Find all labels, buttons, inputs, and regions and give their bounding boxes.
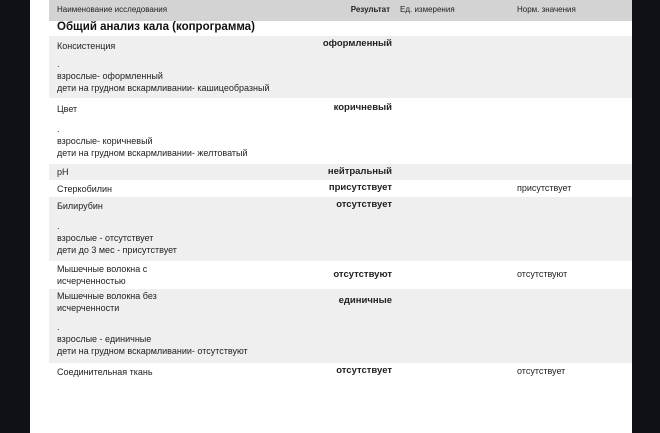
note-line: дети до 3 мес - присутствует xyxy=(57,245,177,255)
table-row xyxy=(49,261,632,289)
row-name-line: исчерченностью xyxy=(57,276,126,286)
row-note xyxy=(57,123,248,159)
note-line: взрослые - единичные xyxy=(57,334,152,344)
table-row xyxy=(49,36,632,98)
note-dot: . xyxy=(57,221,60,231)
row-name xyxy=(57,290,157,314)
note-line: дети на грудном вскармливании- отсутствуют xyxy=(57,346,248,356)
row-value: присутствует xyxy=(328,182,392,193)
row-value: отсутствуют xyxy=(333,269,392,280)
header-unit: Ед. измерения xyxy=(400,5,455,14)
row-name: Билирубин xyxy=(57,201,103,211)
note-line: дети на грудном вскармливании- желтоватый xyxy=(57,148,248,158)
table-row xyxy=(49,180,632,197)
row-note xyxy=(57,321,248,357)
note-line: дети на грудном вскармливании- кашицеобразный xyxy=(57,83,270,93)
row-note xyxy=(57,58,270,94)
table-header xyxy=(49,0,632,21)
row-value: единичные xyxy=(338,295,392,306)
row-name: Консистенция xyxy=(57,41,116,51)
table-row xyxy=(49,197,632,261)
report-sheet xyxy=(30,0,632,433)
table-row xyxy=(49,289,632,363)
row-name: pH xyxy=(57,167,69,177)
row-norm: отсутствуют xyxy=(517,269,568,279)
row-name-line: Мышечные волокна с xyxy=(57,264,148,274)
section-title: Общий анализ кала (копрограмма) xyxy=(57,21,255,33)
row-name-line: Мышечные волокна без xyxy=(57,291,157,301)
note-line: взрослые- коричневый xyxy=(57,136,153,146)
row-name-line: исчерченности xyxy=(57,303,120,313)
header-norm: Норм. значения xyxy=(517,5,576,14)
row-name xyxy=(57,263,147,287)
row-note xyxy=(57,220,177,256)
row-value: коричневый xyxy=(333,102,392,113)
note-line: взрослые- оформленный xyxy=(57,71,163,81)
row-name: Цвет xyxy=(57,104,78,114)
note-dot: . xyxy=(57,124,60,134)
table-row xyxy=(49,164,632,180)
row-name: Соединительная ткань xyxy=(57,367,153,377)
table-row xyxy=(49,363,632,381)
row-value: отсутствует xyxy=(336,365,392,376)
note-dot: . xyxy=(57,322,60,332)
note-line: взрослые - отсутствует xyxy=(57,233,154,243)
row-norm: отсутствует xyxy=(517,366,566,376)
row-norm: присутствует xyxy=(517,183,572,193)
header-name: Наименование исследования xyxy=(57,5,168,14)
row-name: Стеркобилин xyxy=(57,184,113,194)
header-result: Результат xyxy=(350,5,390,14)
row-value: отсутствует xyxy=(336,199,392,210)
row-value: оформленный xyxy=(322,38,392,49)
note-dot: . xyxy=(57,59,60,69)
row-value: нейтральный xyxy=(327,166,392,177)
table-row xyxy=(49,98,632,164)
